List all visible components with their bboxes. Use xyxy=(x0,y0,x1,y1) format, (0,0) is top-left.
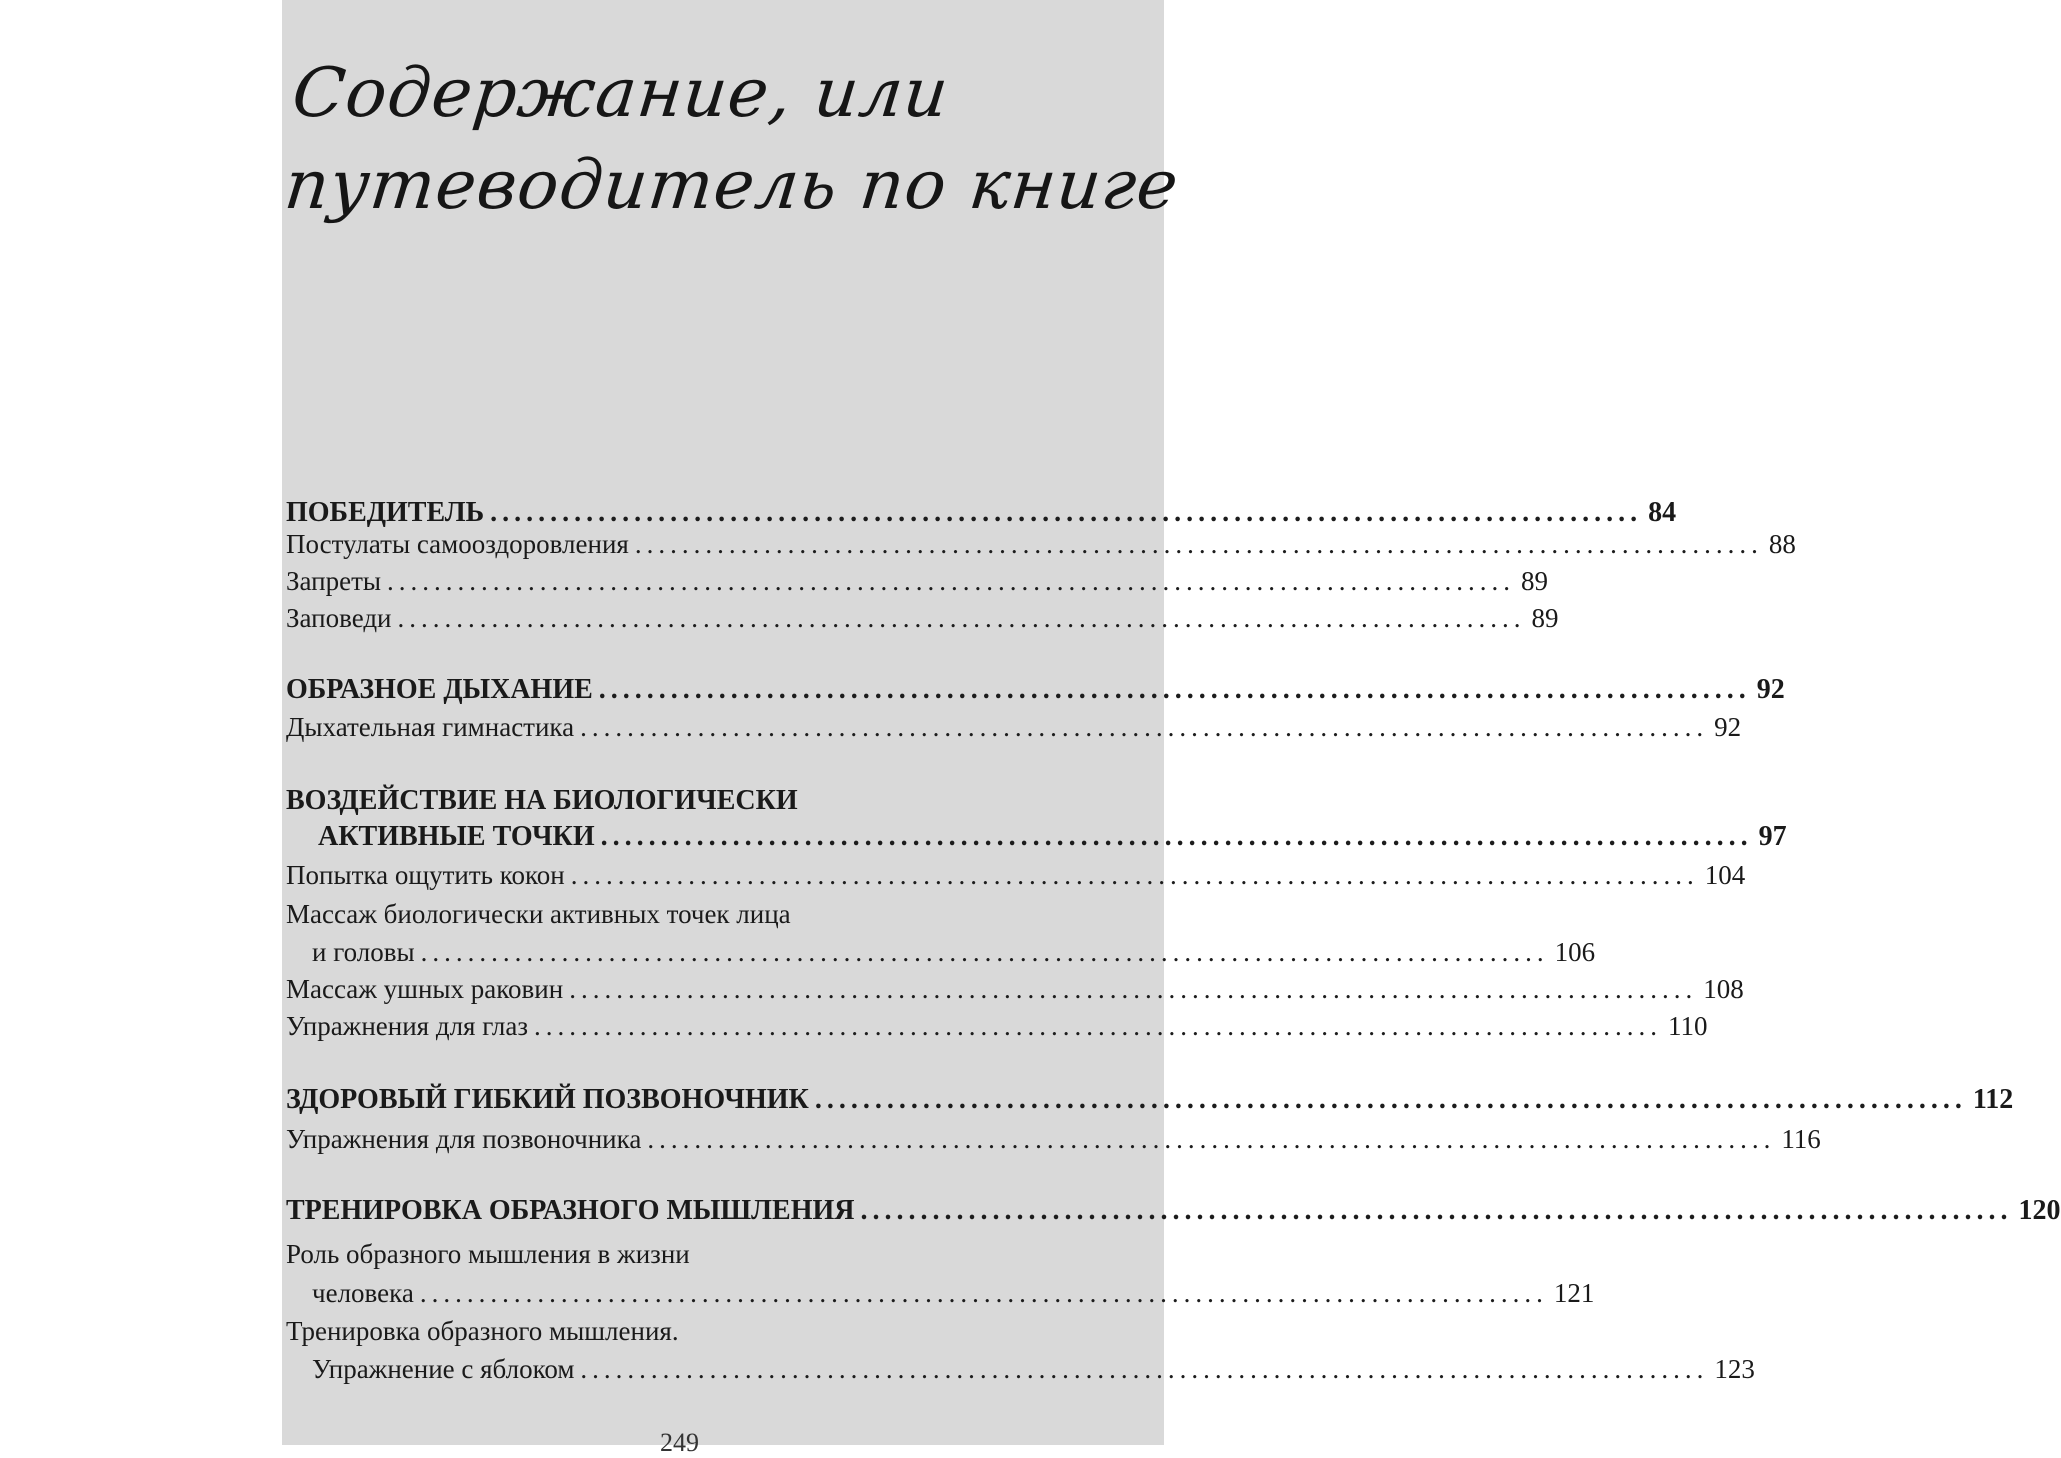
toc-entry xyxy=(286,1121,1821,1157)
toc-entry-label: и головы xyxy=(312,937,415,967)
toc-entry-label: ОБРАЗНОЕ ДЫХАНИЕ xyxy=(286,674,593,705)
toc-entry xyxy=(312,1275,1595,1311)
toc-leader-dots: ................................................................................................ xyxy=(419,1278,1548,1308)
title-line-2: путеводитель по книге xyxy=(281,146,1183,225)
toc-entry-page: 112 xyxy=(1972,1084,2014,1115)
toc-entry-label: Упражнения для глаз xyxy=(286,1011,529,1041)
page-number: 249 xyxy=(660,1428,699,1457)
toc-entry-page: 106 xyxy=(1554,937,1596,967)
toc-entry-page: 84 xyxy=(1648,497,1677,528)
toc-entry xyxy=(312,1351,1755,1387)
toc-entry-label: ПОБЕДИТЕЛЬ xyxy=(286,497,485,528)
toc-entry xyxy=(286,526,1796,562)
toc-leader-dots: ................................................................................................ xyxy=(570,860,1699,890)
toc-entry xyxy=(286,563,1549,599)
toc-entry xyxy=(286,672,1785,708)
toc-entry-label: ЗДОРОВЫЙ ГИБКИЙ ПОЗВОНОЧНИК xyxy=(286,1084,809,1115)
toc-entry-page: 89 xyxy=(1521,566,1549,596)
toc-entry-label-line-1: Массаж биологически активных точек лица xyxy=(286,899,791,929)
toc-entry xyxy=(318,819,1787,855)
toc-entry xyxy=(286,857,1746,893)
toc-leader-dots: ................................................................................................ xyxy=(580,1354,1709,1384)
toc-leader-dots: ................................................................................................ xyxy=(634,529,1763,559)
toc-entry-page: 116 xyxy=(1781,1124,1821,1154)
toc-entry-page: 120 xyxy=(2018,1195,2061,1226)
toc-leader-dots: ................................................................................................ xyxy=(860,1195,2013,1226)
toc-entry-label: Массаж ушных раковин xyxy=(286,974,564,1004)
toc-entry xyxy=(286,1082,2014,1118)
toc-entry-page: 110 xyxy=(1668,1011,1708,1041)
toc-leader-dots: ................................................................................................ xyxy=(397,603,1526,633)
toc-leader-dots: ................................................................................................ xyxy=(647,1124,1776,1154)
toc-entry xyxy=(286,1193,2061,1229)
toc-entry-page: 88 xyxy=(1768,529,1796,559)
toc-leader-dots: ................................................................................................ xyxy=(420,937,1549,967)
toc-entry-page: 89 xyxy=(1531,603,1559,633)
toc-leader-dots: ................................................................................................ xyxy=(569,974,1698,1004)
toc-entry-label: Упражнения для позвоночника xyxy=(286,1124,642,1154)
toc-entry-label-line-1: ВОЗДЕЙСТВИЕ НА БИОЛОГИЧЕСКИ xyxy=(286,785,798,816)
toc-leader-dots: ................................................................................................ xyxy=(387,566,1516,596)
toc-entry xyxy=(286,600,1559,636)
toc-entry-label: АКТИВНЫЕ ТОЧКИ xyxy=(318,821,595,852)
toc-entry xyxy=(286,709,1742,745)
toc-entry-label: Попытка ощутить кокон xyxy=(286,860,565,890)
toc-entry-page: 121 xyxy=(1553,1278,1595,1308)
toc-entry xyxy=(286,1008,1708,1044)
book-page xyxy=(281,0,2061,1457)
toc-entry-page: 123 xyxy=(1714,1354,1755,1384)
toc-entry-label: Упражнение с яблоком xyxy=(312,1354,575,1384)
toc-entry-label: Дыхательная гимнастика xyxy=(286,712,575,742)
toc-entry-page: 104 xyxy=(1704,860,1746,890)
toc-leader-dots: ................................................................................................ xyxy=(598,674,1751,705)
toc-leader-dots: ................................................................................................ xyxy=(490,497,1643,528)
toc-entry-label: Запреты xyxy=(286,566,382,596)
toc-entry-label-line-1: Тренировка образного мышления. xyxy=(286,1316,679,1346)
title-line-1: Содержание, или xyxy=(288,54,953,133)
toc-entry xyxy=(312,934,1596,970)
toc-entry-page: 97 xyxy=(1758,821,1787,852)
toc-entry-label: Постулаты самооздоровления xyxy=(286,529,629,559)
toc-entry xyxy=(286,971,1744,1007)
toc-entry-page: 92 xyxy=(1756,674,1785,705)
toc-entry-label-line-1: Роль образного мышления в жизни xyxy=(286,1239,690,1269)
contents-title xyxy=(272,48,1183,232)
toc-entry-label: ТРЕНИРОВКА ОБРАЗНОГО МЫШЛЕНИЯ xyxy=(286,1195,855,1226)
toc-leader-dots: ................................................................................................ xyxy=(534,1011,1663,1041)
toc-entry-page: 92 xyxy=(1714,712,1742,742)
toc-entry-label: человека xyxy=(312,1278,414,1308)
toc-entry-label: Заповеди xyxy=(286,603,392,633)
toc-leader-dots: ................................................................................................ xyxy=(814,1084,1967,1115)
toc-entry-page: 108 xyxy=(1703,974,1744,1004)
toc-leader-dots: ................................................................................................ xyxy=(580,712,1709,742)
toc-leader-dots: ................................................................................................ xyxy=(600,821,1753,852)
